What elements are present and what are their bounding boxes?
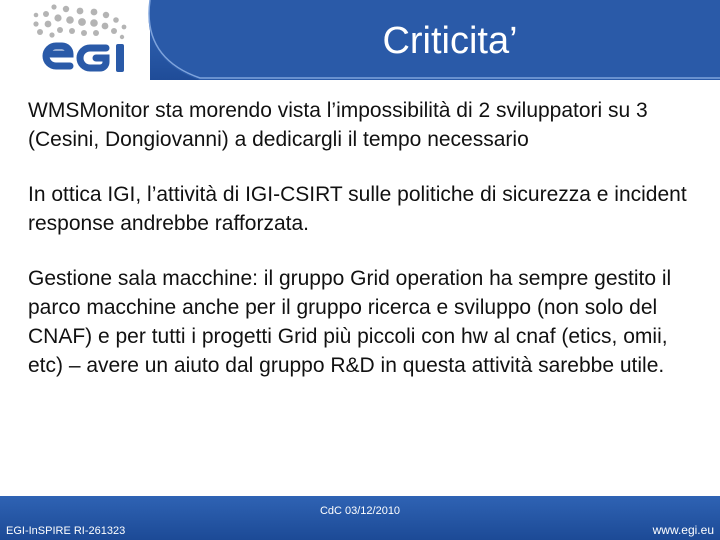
slide-footer <box>0 496 720 540</box>
logo-dot-arc <box>33 4 126 39</box>
body-paragraph-2: In ottica IGI, l’attività di IGI-CSIRT sulle politiche di sicurezza e incident response andrebbe rafforzata. <box>28 183 687 235</box>
body-paragraph-1: WMSMonitor sta morendo vista l’impossibilità di 2 sviluppatori su 3 (Cesini, Dongiovanni) a dedicargli il tempo necessario <box>28 99 648 151</box>
body-paragraph-3: Gestione sala macchine: il gruppo Grid operation ha sempre gestito il parco macchine anche per il gruppo ricerca e sviluppo (non solo del CNAF) e per tutti i progetti Grid più piccoli con hw al cnaf (etics, omii, etc) – avere un aiuto dal gruppo R&D in questa attività sarebbe utile. <box>28 267 672 377</box>
slide-title: Criticita’ <box>382 20 518 62</box>
footer-website: www.egi.eu <box>652 523 714 537</box>
egi-logo <box>14 2 150 80</box>
slide-body <box>28 96 700 406</box>
footer-project-id: EGI-InSPIRE RI-261323 <box>6 525 126 537</box>
logo-egi-letters <box>46 44 124 72</box>
footer-date: CdC 03/12/2010 <box>319 505 401 517</box>
slide-header <box>0 0 720 88</box>
